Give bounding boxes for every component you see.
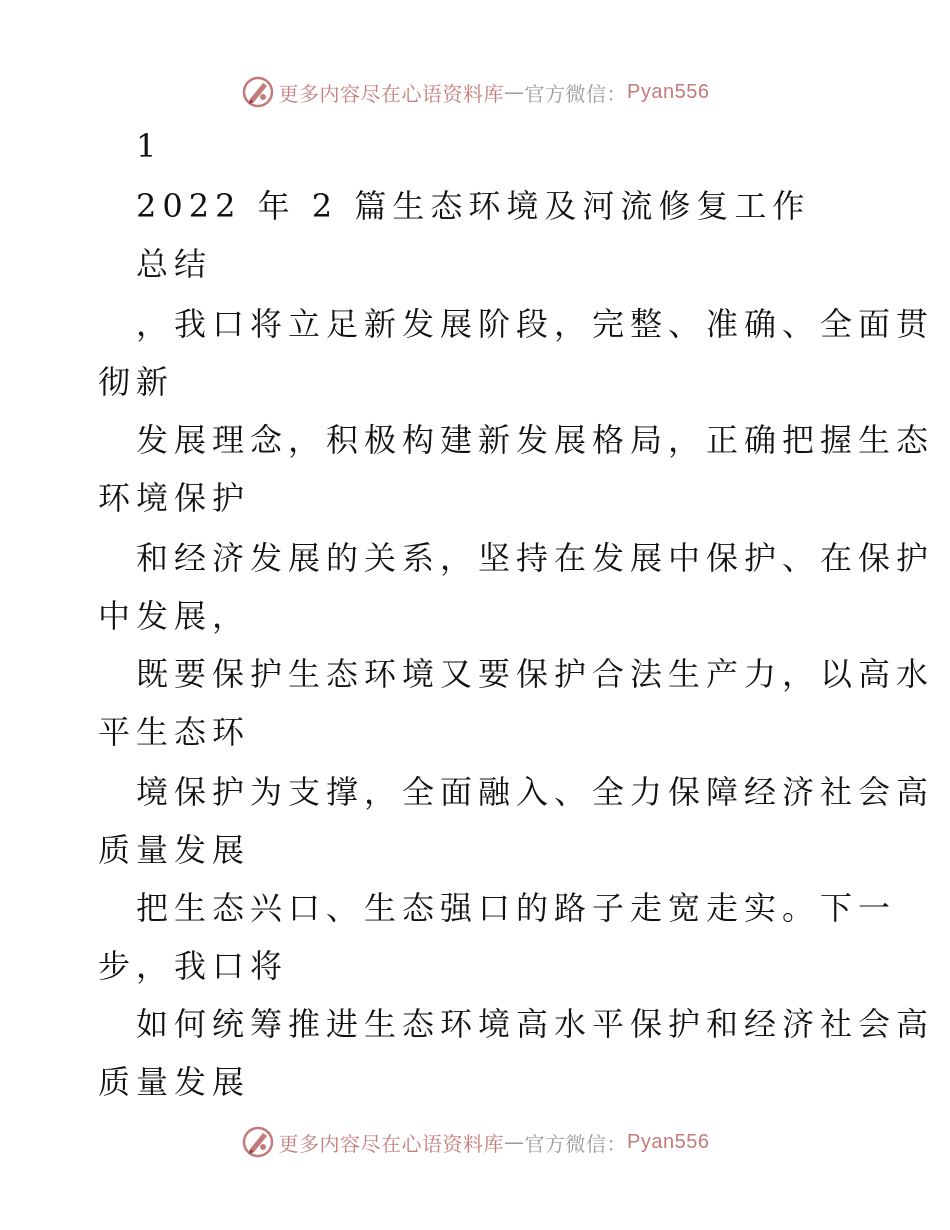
watermark-text: 更多内容尽在心语资料库	[278, 81, 505, 106]
paragraph-line: ，我口将立足新发展阶段，完整、准确、全面贯	[136, 305, 935, 343]
document-title-line-2: 总结	[136, 245, 213, 283]
paragraph-line: 质量发展	[98, 831, 251, 869]
watermark-label: 官方微信：	[524, 81, 628, 106]
watermark-dash: —	[504, 1130, 525, 1154]
paragraph-line: 发展理念，积极构建新发展格局，正确把握生态	[136, 421, 935, 459]
paragraph-line: 步，我口将	[98, 947, 289, 985]
watermark-label: 官方微信：	[524, 1131, 628, 1156]
pen-logo-icon	[241, 1125, 275, 1159]
watermark-id: Pyan556	[627, 80, 710, 103]
page-number: 1	[136, 127, 163, 165]
paragraph-line: 和经济发展的关系，坚持在发展中保护、在保护	[136, 539, 935, 577]
paragraph-line: 彻新	[98, 363, 175, 401]
paragraph-line: 既要保护生态环境又要保护合法生产力，以高水	[136, 655, 935, 693]
footer-watermark	[0, 1122, 950, 1162]
paragraph-line: 如何统筹推进生态环境高水平保护和经济社会高	[136, 1005, 935, 1043]
paragraph-line: 平生态环	[98, 713, 251, 751]
paragraph-line: 质量发展	[98, 1063, 251, 1101]
paragraph-line: 境保护为支撑，全面融入、全力保障经济社会高	[136, 773, 935, 811]
watermark-text: 更多内容尽在心语资料库	[278, 1131, 505, 1156]
watermark-id: Pyan556	[627, 1130, 710, 1153]
paragraph-line: 环境保护	[98, 479, 251, 517]
paragraph-line: 中发展，	[98, 597, 251, 635]
watermark-dash: —	[504, 80, 525, 104]
paragraph-line: 把生态兴口、生态强口的路子走宽走实。下一	[136, 889, 897, 927]
document-title-line-1: 2022 年 2 篇生态环境及河流修复工作	[136, 187, 811, 225]
